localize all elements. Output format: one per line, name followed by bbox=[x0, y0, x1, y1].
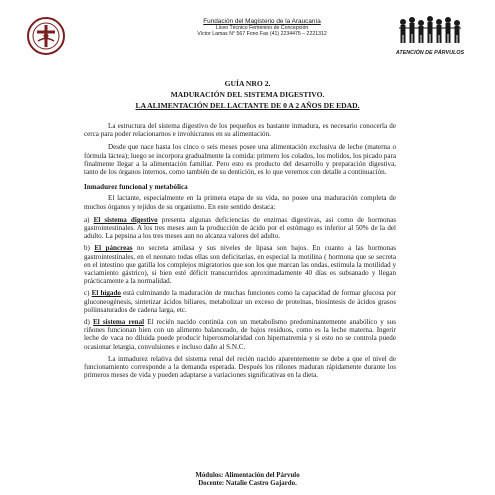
intro-paragraph-2: Desde que nace hasta los cinco o seis meses posee una alimentación exclusiva de leche (materna o fórmula láctea); luego se incorpora gradualmente la comida: primero los colados, los molidos, los picado para finalmente llegar a la alimentación familiar. Pero esto es producto del desarrollo y preparación digestiva, tanto de los órganos internos, como también de su dentición, es lo que veremos con detalle a continuación. bbox=[84, 143, 396, 177]
list-item-liver bbox=[84, 289, 396, 314]
children-row-logo bbox=[397, 14, 463, 48]
school-name: Liceo Técnico Femenino de Concepción bbox=[215, 25, 309, 32]
document-titles bbox=[0, 78, 495, 111]
document-body bbox=[84, 122, 396, 384]
list-item-text: presenta algunas deficiencias de enzimas digestivas, así como de hormonas gastrointestinales. A los tres meses aun la producción de ácido por el estómago es inferior al 50% de la del adulto. La pepsina a los tres meses aun no alcanza valores del adulto. bbox=[84, 215, 396, 241]
section-heading: Inmadurez funcional y metabólica bbox=[84, 183, 188, 192]
institution-name: Fundación del Magisterio de la Araucanía bbox=[203, 18, 321, 25]
footer-teacher: Docente: Natalie Castro Gajardo. bbox=[198, 479, 297, 487]
intro-paragraph-1: La estructura del sistema digestivo de los pequeños es bastante inmadura, es necesario conocerla de cerca para poder relacionarnos e involúcranos en su alimentación. bbox=[84, 122, 396, 139]
school-seal-logo bbox=[26, 16, 66, 56]
list-item-pancreas bbox=[84, 244, 396, 285]
right-logo-caption: ATENCIÓN DE PÁRVULOS bbox=[395, 50, 465, 56]
list-item-term: El hígado bbox=[91, 289, 121, 298]
topic-title: LA ALIMENTACIÓN DEL LACTANTE DE 0 A 2 AÑOS DE EDAD. bbox=[135, 101, 360, 110]
document-footer bbox=[0, 472, 495, 487]
list-item-term: El sistema digestivo bbox=[93, 215, 158, 224]
guide-number-title: GUÍA NRO 2. bbox=[224, 79, 271, 88]
list-item-prefix: a) bbox=[84, 215, 94, 224]
list-item-text: no secreta amilasa y sus niveles de lipasa son bajos. En cuanto a las hormonas gastrointestinales, en el neonato todas ellas son deficitarias, en especial la motilina ( hormona que se secreta en el intestino que gatilla los complejos migratorios que son los que marcan las ondas, estimula la motilidad y vaciamiento gástrico), si bien esté déficit transcurridos aproximadamente 40 días es subsanado y llegan prácticamente a la normalidad. bbox=[84, 244, 396, 286]
list-item-text: El recién nacido continúa con un metabolismo predominantemente anabólico y sus riñones funcionan bien con un alimento balanceado, de bajos residuos, como es la leche materna. Ingerir leche de vaca no diluida puede producir hiperosmolaridad con hipernatremia y si esto no se controla puede ocasionar letargia, convulsiones e incluso daño al S.N.C. bbox=[84, 318, 397, 351]
school-address: Víctor Lamas N° 567 Fono Fax (41) 2234475 – 2221312 bbox=[197, 31, 327, 38]
list-item-prefix: c) bbox=[84, 289, 92, 298]
list-item-renal bbox=[84, 318, 396, 351]
header-institution-block bbox=[192, 19, 332, 38]
list-item-text: está culminando la maduración de muchas funciones como la capacidad de formar glucosa por gluconeogénesis, sintetizar ácidos biliares, metabolizar un exceso de proteínas, biosíntesis de ácidos grasos poliinsaturados de cadena larga, etc. bbox=[84, 289, 397, 314]
list-item-prefix: b) bbox=[84, 244, 95, 253]
list-item-term: El páncreas bbox=[94, 244, 133, 253]
list-item-digestive bbox=[84, 216, 396, 241]
list-item-prefix: d) bbox=[84, 318, 94, 327]
closing-paragraph: La inmadurez relativa del sistema renal del recién nacido aparentemente se debe a que el nivel de funcionamiento corresponde a la demanda esperada. Después los riñones maduran rápidamente durante los primeros meses de vida y pueden adaptarse a variaciones significativas en la dieta. bbox=[84, 354, 396, 380]
list-item-term: El sistema renal bbox=[93, 318, 145, 327]
section-intro-paragraph: El lactante, especialmente en la primera etapa de su vida, no posee una maduración completa de muchos órganos y tejidos de su organismo. En este sentido destaca: bbox=[84, 194, 396, 211]
subject-title: MADURACIÓN DEL SISTEMA DIGESTIVO. bbox=[170, 90, 325, 99]
footer-module: Módulos: Alimentación del Párvulo bbox=[195, 472, 300, 479]
